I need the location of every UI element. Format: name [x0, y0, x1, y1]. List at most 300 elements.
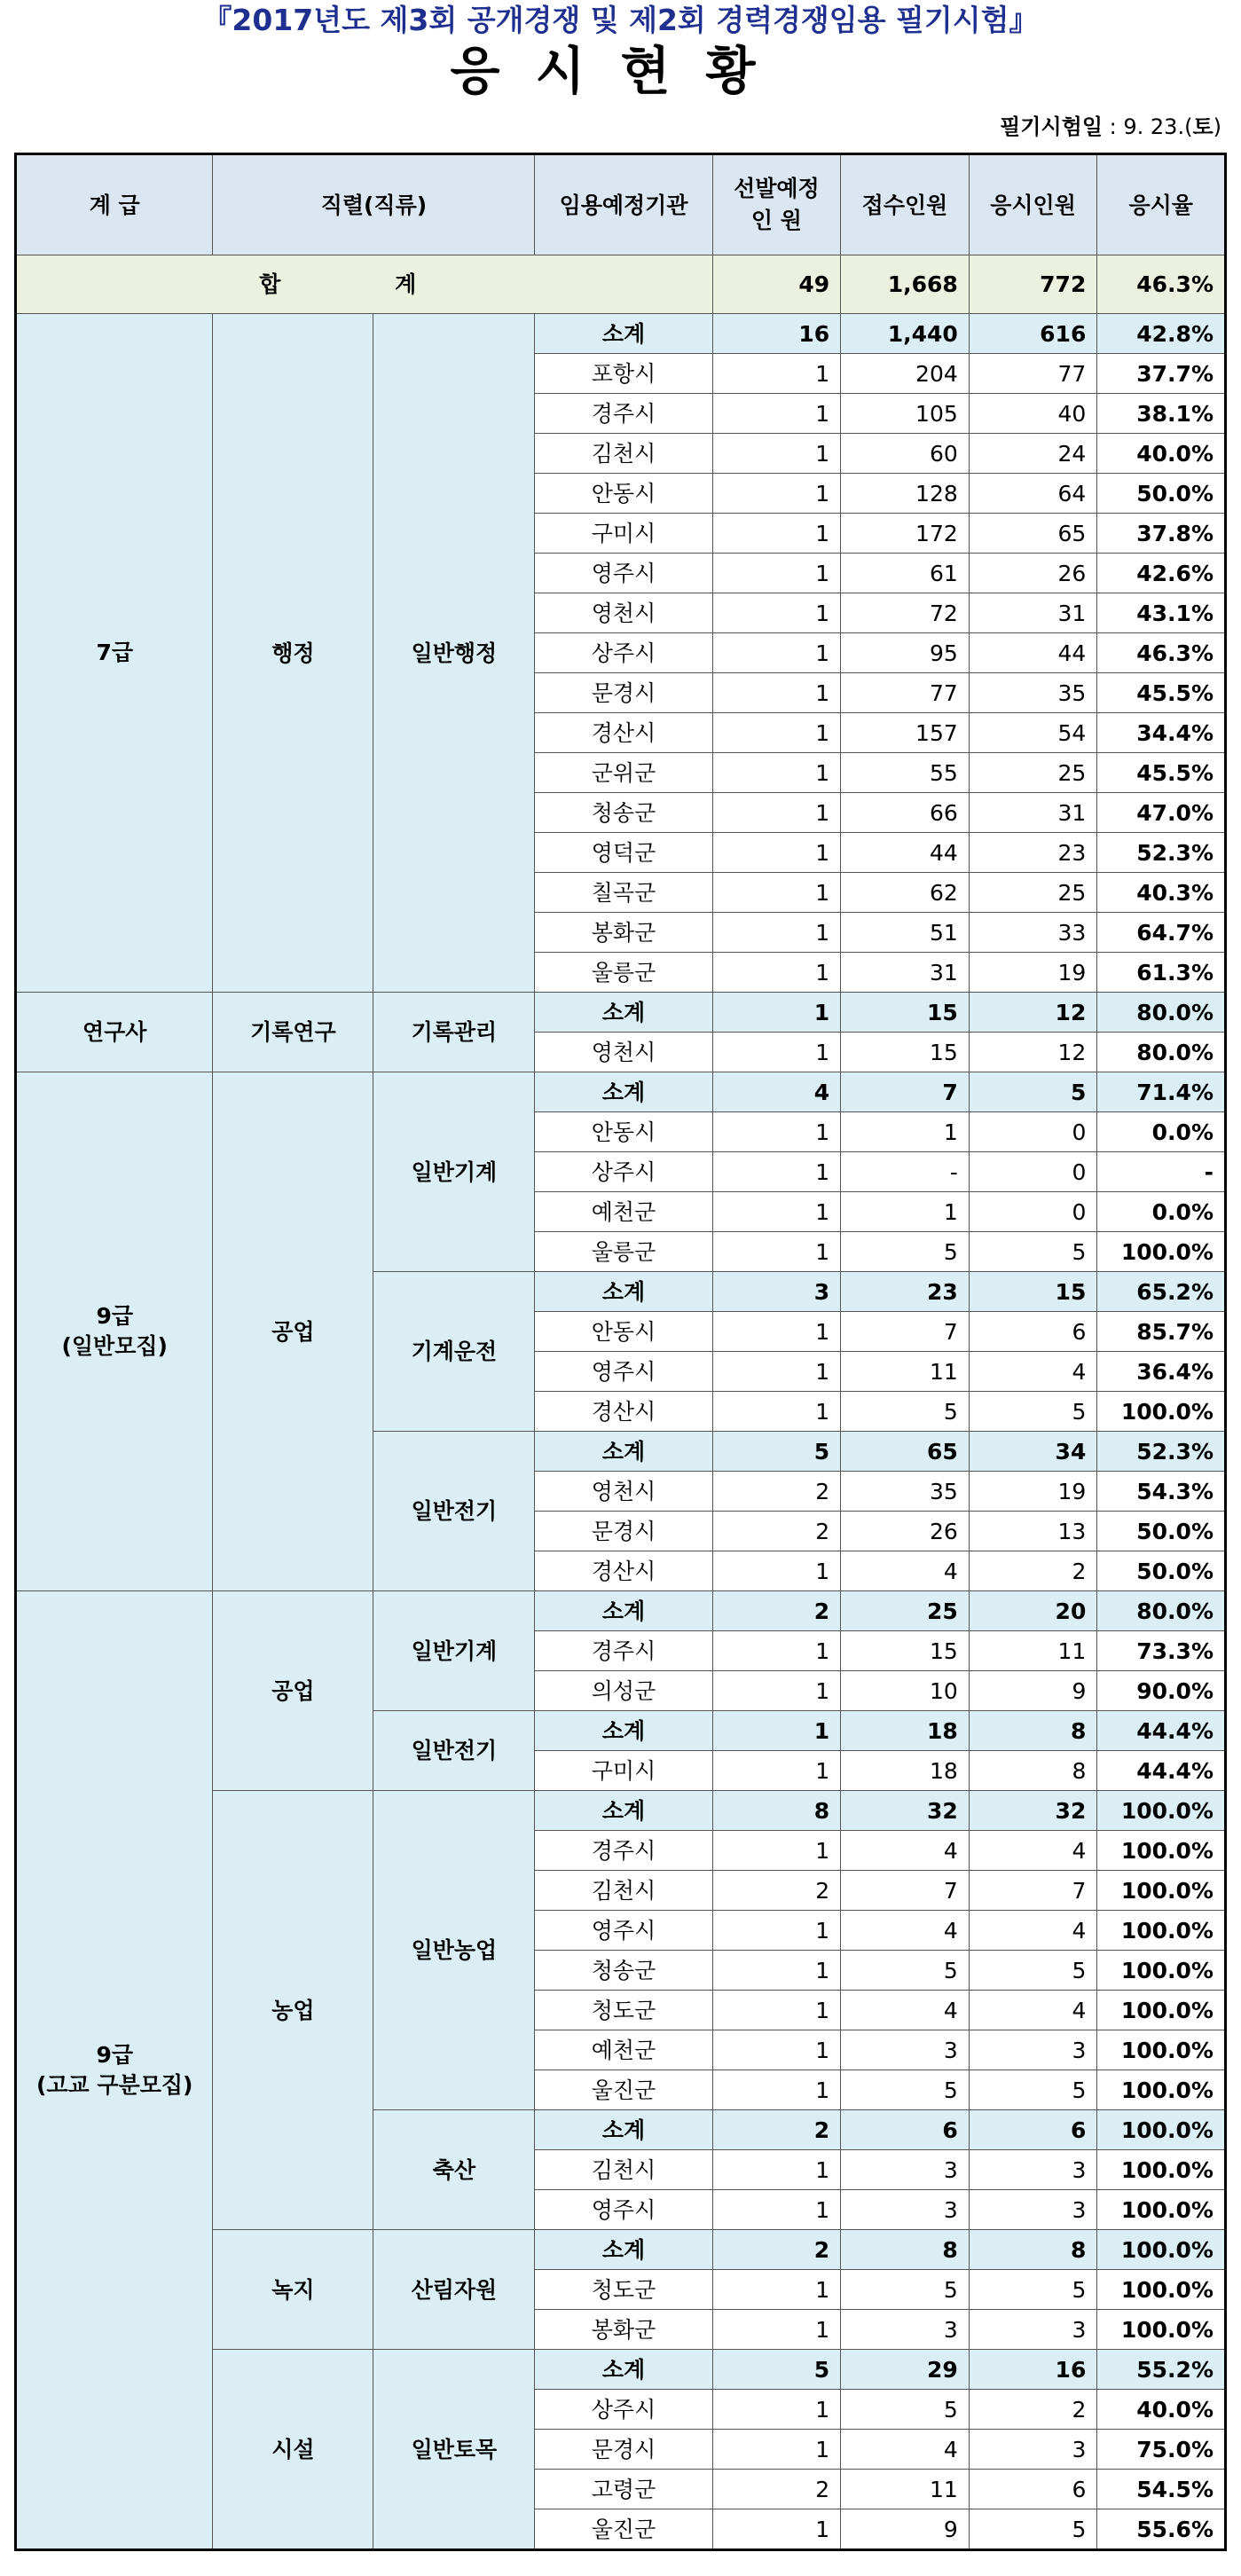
received-cell: 7: [841, 1871, 970, 1911]
planned-cell: 1: [712, 2030, 841, 2070]
planned-cell: 1: [712, 1671, 841, 1711]
received-cell: 204: [841, 354, 970, 394]
planned-cell: 3: [712, 1272, 841, 1312]
received-cell: 32: [841, 1791, 970, 1831]
received-cell: 51: [841, 913, 970, 953]
agency-cell: 소계: [535, 1791, 712, 1831]
rate-cell: 100.0%: [1097, 2030, 1226, 2070]
rate-cell: 46.3%: [1097, 633, 1226, 673]
received-cell: 23: [841, 1272, 970, 1312]
agency-cell: 소계: [535, 1711, 712, 1751]
rate-cell: 55.6%: [1097, 2509, 1226, 2550]
rate-cell: 52.3%: [1097, 1432, 1226, 1472]
agency-cell: 경산시: [535, 713, 712, 753]
grade-cell: 7급: [16, 314, 213, 993]
received-cell: 7: [841, 1072, 970, 1112]
received-cell: 4: [841, 1911, 970, 1951]
rate-cell: -: [1097, 1152, 1226, 1192]
rate-cell: 50.0%: [1097, 1551, 1226, 1591]
received-cell: 1: [841, 1112, 970, 1152]
series-cell: 기록연구: [213, 993, 373, 1072]
planned-cell: 2: [712, 2230, 841, 2270]
subseries-cell: 일반기계: [373, 1591, 535, 1711]
received-cell: 29: [841, 2350, 970, 2390]
received-cell: 62: [841, 873, 970, 913]
total-label: 합 계: [16, 255, 713, 314]
applied-cell: 5: [969, 1232, 1097, 1272]
received-cell: 4: [841, 1991, 970, 2030]
applied-cell: 6: [969, 1312, 1097, 1352]
rate-cell: 45.5%: [1097, 753, 1226, 793]
planned-cell: 1: [712, 474, 841, 514]
rate-cell: 45.5%: [1097, 673, 1226, 713]
received-cell: 15: [841, 993, 970, 1033]
received-cell: 60: [841, 434, 970, 474]
received-cell: 157: [841, 713, 970, 753]
exam-date-value: : 9. 23.(: [1103, 114, 1193, 139]
series-cell: 시설: [213, 2350, 373, 2550]
applied-cell: 65: [969, 514, 1097, 554]
applied-cell: 4: [969, 1911, 1097, 1951]
grade-cell: 9급 (고교 구분모집): [16, 1591, 213, 2550]
received-cell: 7: [841, 1312, 970, 1352]
agency-cell: 영천시: [535, 1472, 712, 1512]
applied-cell: 25: [969, 873, 1097, 913]
rate-cell: 0.0%: [1097, 1112, 1226, 1152]
rate-cell: 100.0%: [1097, 1991, 1226, 2030]
agency-cell: 안동시: [535, 1312, 712, 1352]
agency-cell: 청송군: [535, 1951, 712, 1991]
applied-cell: 11: [969, 1631, 1097, 1671]
planned-cell: 1: [712, 673, 841, 713]
rate-cell: 100.0%: [1097, 2230, 1226, 2270]
agency-cell: 안동시: [535, 474, 712, 514]
series-cell: 녹지: [213, 2230, 373, 2350]
received-cell: 35: [841, 1472, 970, 1512]
rate-cell: 37.7%: [1097, 354, 1226, 394]
rate-cell: 0.0%: [1097, 1192, 1226, 1232]
rate-cell: 54.5%: [1097, 2470, 1226, 2509]
exam-date-weekday: 토: [1192, 114, 1214, 139]
rate-cell: 50.0%: [1097, 1512, 1226, 1551]
rate-cell: 65.2%: [1097, 1272, 1226, 1312]
rate-cell: 42.6%: [1097, 554, 1226, 593]
planned-cell: 2: [712, 1591, 841, 1631]
planned-cell: 1: [712, 1911, 841, 1951]
received-cell: 105: [841, 394, 970, 434]
planned-cell: 1: [712, 2150, 841, 2190]
agency-cell: 봉화군: [535, 2310, 712, 2350]
agency-cell: 김천시: [535, 434, 712, 474]
applied-cell: 8: [969, 1751, 1097, 1791]
exam-date-label: 필기시험일: [1000, 114, 1104, 139]
agency-cell: 상주시: [535, 2390, 712, 2430]
col-header-rate: 응시율: [1097, 154, 1226, 255]
subseries-cell: 일반행정: [373, 314, 535, 993]
subseries-cell: 기록관리: [373, 993, 535, 1072]
received-cell: 18: [841, 1751, 970, 1791]
rate-cell: 80.0%: [1097, 1033, 1226, 1072]
applied-cell: 12: [969, 993, 1097, 1033]
received-cell: 4: [841, 1551, 970, 1591]
planned-cell: 1: [712, 2190, 841, 2230]
col-header-grade: 계 급: [16, 154, 213, 255]
agency-cell: 영주시: [535, 2190, 712, 2230]
planned-cell: 1: [712, 2390, 841, 2430]
rate-cell: 100.0%: [1097, 1232, 1226, 1272]
total-planned: 49: [712, 255, 841, 314]
received-cell: 128: [841, 474, 970, 514]
applied-cell: 23: [969, 833, 1097, 873]
planned-cell: 5: [712, 1432, 841, 1472]
col-header-planned: 선발예정 인 원: [712, 154, 841, 255]
agency-cell: 소계: [535, 993, 712, 1033]
planned-cell: 1: [712, 1033, 841, 1072]
grade-cell: 연구사: [16, 993, 213, 1072]
applied-cell: 8: [969, 1711, 1097, 1751]
applied-cell: 5: [969, 2509, 1097, 2550]
applied-cell: 6: [969, 2110, 1097, 2150]
series-cell: 공업: [213, 1072, 373, 1591]
planned-cell: 1: [712, 993, 841, 1033]
agency-cell: 안동시: [535, 1112, 712, 1152]
rate-cell: 100.0%: [1097, 1951, 1226, 1991]
applied-cell: 5: [969, 1072, 1097, 1112]
applied-cell: 77: [969, 354, 1097, 394]
agency-cell: 칠곡군: [535, 873, 712, 913]
planned-cell: 8: [712, 1791, 841, 1831]
planned-cell: 1: [712, 2430, 841, 2470]
rate-cell: 47.0%: [1097, 793, 1226, 833]
applied-cell: 31: [969, 593, 1097, 633]
applied-cell: 19: [969, 1472, 1097, 1512]
applied-cell: 12: [969, 1033, 1097, 1072]
exam-date-close: ): [1213, 114, 1221, 139]
applied-cell: 44: [969, 633, 1097, 673]
rate-cell: 34.4%: [1097, 713, 1226, 753]
planned-cell: 1: [712, 1392, 841, 1432]
rate-cell: 44.4%: [1097, 1711, 1226, 1751]
agency-cell: 문경시: [535, 1512, 712, 1551]
planned-cell: 1: [712, 1751, 841, 1791]
table-body: [16, 255, 1226, 2550]
rate-cell: 85.7%: [1097, 1312, 1226, 1352]
applied-cell: 16: [969, 2350, 1097, 2390]
rate-cell: 44.4%: [1097, 1751, 1226, 1791]
received-cell: 3: [841, 2190, 970, 2230]
planned-cell: 1: [712, 1711, 841, 1751]
agency-cell: 상주시: [535, 1152, 712, 1192]
received-cell: 55: [841, 753, 970, 793]
series-cell: 공업: [213, 1591, 373, 1791]
received-cell: 6: [841, 2110, 970, 2150]
rate-cell: 100.0%: [1097, 1831, 1226, 1871]
rate-cell: 80.0%: [1097, 993, 1226, 1033]
applied-cell: 0: [969, 1112, 1097, 1152]
subtotal-row: [16, 1072, 1226, 1112]
applied-cell: 4: [969, 1352, 1097, 1392]
received-cell: 26: [841, 1512, 970, 1551]
agency-cell: 경산시: [535, 1551, 712, 1591]
agency-cell: 구미시: [535, 514, 712, 554]
planned-cell: 1: [712, 913, 841, 953]
rate-cell: 42.8%: [1097, 314, 1226, 354]
received-cell: 5: [841, 2390, 970, 2430]
agency-cell: 청송군: [535, 793, 712, 833]
applied-cell: 20: [969, 1591, 1097, 1631]
subseries-cell: 일반전기: [373, 1432, 535, 1591]
received-cell: 5: [841, 1392, 970, 1432]
agency-cell: 경주시: [535, 1831, 712, 1871]
applied-cell: 2: [969, 1551, 1097, 1591]
agency-cell: 김천시: [535, 2150, 712, 2190]
received-cell: 4: [841, 2430, 970, 2470]
applied-cell: 54: [969, 713, 1097, 753]
subseries-cell: 일반기계: [373, 1072, 535, 1272]
applied-cell: 26: [969, 554, 1097, 593]
rate-cell: 40.0%: [1097, 2390, 1226, 2430]
subseries-cell: 기계운전: [373, 1272, 535, 1432]
rate-cell: 100.0%: [1097, 2070, 1226, 2110]
planned-cell: 1: [712, 2310, 841, 2350]
received-cell: 66: [841, 793, 970, 833]
agency-cell: 문경시: [535, 2430, 712, 2470]
applied-cell: 9: [969, 1671, 1097, 1711]
planned-cell: 1: [712, 2070, 841, 2110]
received-cell: 1,440: [841, 314, 970, 354]
subtotal-row: [16, 993, 1226, 1033]
received-cell: 65: [841, 1432, 970, 1472]
rate-cell: 80.0%: [1097, 1591, 1226, 1631]
rate-cell: 71.4%: [1097, 1072, 1226, 1112]
agency-cell: 소계: [535, 1591, 712, 1631]
planned-cell: 1: [712, 1631, 841, 1671]
applied-cell: 6: [969, 2470, 1097, 2509]
grade-cell: 9급 (일반모집): [16, 1072, 213, 1591]
applied-cell: 0: [969, 1192, 1097, 1232]
received-cell: 4: [841, 1831, 970, 1871]
agency-cell: 영주시: [535, 1911, 712, 1951]
planned-cell: 1: [712, 514, 841, 554]
planned-cell: 1: [712, 1991, 841, 2030]
planned-cell: 2: [712, 1472, 841, 1512]
rate-cell: 100.0%: [1097, 2270, 1226, 2310]
rate-cell: 38.1%: [1097, 394, 1226, 434]
applied-cell: 0: [969, 1152, 1097, 1192]
rate-cell: 50.0%: [1097, 474, 1226, 514]
applied-cell: 3: [969, 2190, 1097, 2230]
received-cell: 3: [841, 2150, 970, 2190]
applied-cell: 31: [969, 793, 1097, 833]
rate-cell: 75.0%: [1097, 2430, 1226, 2470]
applied-cell: 32: [969, 1791, 1097, 1831]
received-cell: 11: [841, 2470, 970, 2509]
agency-cell: 소계: [535, 2230, 712, 2270]
planned-cell: 1: [712, 1312, 841, 1352]
subseries-cell: 축산: [373, 2110, 535, 2230]
table-header-row: [16, 154, 1226, 255]
applied-cell: 25: [969, 753, 1097, 793]
received-cell: 9: [841, 2509, 970, 2550]
planned-cell: 16: [712, 314, 841, 354]
planned-cell: 1: [712, 2270, 841, 2310]
applied-cell: 13: [969, 1512, 1097, 1551]
agency-cell: 경주시: [535, 394, 712, 434]
agency-cell: 예천군: [535, 2030, 712, 2070]
received-cell: 172: [841, 514, 970, 554]
planned-cell: 1: [712, 434, 841, 474]
col-header-received: 접수인원: [841, 154, 970, 255]
applied-cell: 3: [969, 2310, 1097, 2350]
agency-cell: 의성군: [535, 1671, 712, 1711]
applied-cell: 35: [969, 673, 1097, 713]
received-cell: 1: [841, 1192, 970, 1232]
planned-cell: 1: [712, 554, 841, 593]
rate-cell: 37.8%: [1097, 514, 1226, 554]
received-cell: 10: [841, 1671, 970, 1711]
agency-cell: 소계: [535, 1072, 712, 1112]
applied-cell: 7: [969, 1871, 1097, 1911]
received-cell: 95: [841, 633, 970, 673]
received-cell: 31: [841, 953, 970, 993]
planned-cell: 1: [712, 793, 841, 833]
rate-cell: 64.7%: [1097, 913, 1226, 953]
rate-cell: 43.1%: [1097, 593, 1226, 633]
subtotal-row: [16, 1591, 1226, 1631]
agency-cell: 포항시: [535, 354, 712, 394]
received-cell: -: [841, 1152, 970, 1192]
rate-cell: 73.3%: [1097, 1631, 1226, 1671]
col-header-series: 직렬(직류): [213, 154, 535, 255]
applied-cell: 3: [969, 2150, 1097, 2190]
applied-cell: 5: [969, 2270, 1097, 2310]
planned-cell: 1: [712, 953, 841, 993]
planned-cell: 1: [712, 873, 841, 913]
planned-cell: 1: [712, 1152, 841, 1192]
agency-cell: 구미시: [535, 1751, 712, 1791]
received-cell: 5: [841, 1951, 970, 1991]
agency-cell: 예천군: [535, 1192, 712, 1232]
total-row: [16, 255, 1226, 314]
applied-cell: 2: [969, 2390, 1097, 2430]
rate-cell: 52.3%: [1097, 833, 1226, 873]
agency-cell: 울진군: [535, 2070, 712, 2110]
planned-cell: 1: [712, 593, 841, 633]
received-cell: 5: [841, 1232, 970, 1272]
received-cell: 18: [841, 1711, 970, 1751]
series-cell: 행정: [213, 314, 373, 993]
rate-cell: 100.0%: [1097, 2110, 1226, 2150]
planned-cell: 1: [712, 1232, 841, 1272]
planned-cell: 1: [712, 1352, 841, 1392]
received-cell: 5: [841, 2070, 970, 2110]
received-cell: 44: [841, 833, 970, 873]
agency-cell: 울진군: [535, 2509, 712, 2550]
agency-cell: 청도군: [535, 1991, 712, 2030]
rate-cell: 100.0%: [1097, 2190, 1226, 2230]
agency-cell: 소계: [535, 1272, 712, 1312]
agency-cell: 청도군: [535, 2270, 712, 2310]
agency-cell: 영천시: [535, 593, 712, 633]
applied-cell: 3: [969, 2030, 1097, 2070]
rate-cell: 100.0%: [1097, 1392, 1226, 1432]
planned-cell: 1: [712, 753, 841, 793]
agency-cell: 군위군: [535, 753, 712, 793]
received-cell: 77: [841, 673, 970, 713]
planned-cell: 1: [712, 1831, 841, 1871]
applied-cell: 5: [969, 1392, 1097, 1432]
rate-cell: 55.2%: [1097, 2350, 1226, 2390]
applied-cell: 5: [969, 1951, 1097, 1991]
rate-cell: 90.0%: [1097, 1671, 1226, 1711]
subtotal-row: [16, 314, 1226, 354]
col-header-agency: 임용예정기관: [535, 154, 712, 255]
applied-cell: 33: [969, 913, 1097, 953]
agency-cell: 문경시: [535, 673, 712, 713]
rate-cell: 36.4%: [1097, 1352, 1226, 1392]
planned-cell: 1: [712, 633, 841, 673]
applied-cell: 3: [969, 2430, 1097, 2470]
received-cell: 3: [841, 2030, 970, 2070]
planned-cell: 2: [712, 1871, 841, 1911]
rate-cell: 100.0%: [1097, 2150, 1226, 2190]
subseries-cell: 일반농업: [373, 1791, 535, 2110]
document-title: 『2017년도 제3회 공개경쟁 및 제2회 경력경쟁임용 필기시험』: [202, 3, 1039, 37]
agency-cell: 소계: [535, 314, 712, 354]
rate-cell: 61.3%: [1097, 953, 1226, 993]
received-cell: 3: [841, 2310, 970, 2350]
applied-cell: 15: [969, 1272, 1097, 1312]
received-cell: 15: [841, 1033, 970, 1072]
agency-cell: 경주시: [535, 1631, 712, 1671]
planned-cell: 1: [712, 1951, 841, 1991]
applicant-status-table: [14, 153, 1227, 2551]
series-cell: 농업: [213, 1791, 373, 2230]
agency-cell: 상주시: [535, 633, 712, 673]
rate-cell: 100.0%: [1097, 1911, 1226, 1951]
rate-cell: 100.0%: [1097, 1791, 1226, 1831]
subseries-cell: 일반전기: [373, 1711, 535, 1791]
rate-cell: 40.0%: [1097, 434, 1226, 474]
agency-cell: 소계: [535, 1432, 712, 1472]
planned-cell: 1: [712, 833, 841, 873]
agency-cell: 울릉군: [535, 1232, 712, 1272]
planned-cell: 2: [712, 1512, 841, 1551]
agency-cell: 봉화군: [535, 913, 712, 953]
planned-cell: 2: [712, 2470, 841, 2509]
rate-cell: 54.3%: [1097, 1472, 1226, 1512]
planned-cell: 1: [712, 713, 841, 753]
received-cell: 11: [841, 1352, 970, 1392]
planned-cell: 1: [712, 394, 841, 434]
applied-cell: 5: [969, 2070, 1097, 2110]
applied-cell: 8: [969, 2230, 1097, 2270]
agency-cell: 영주시: [535, 554, 712, 593]
agency-cell: 고령군: [535, 2470, 712, 2509]
received-cell: 61: [841, 554, 970, 593]
planned-cell: 1: [712, 354, 841, 394]
planned-cell: 4: [712, 1072, 841, 1112]
agency-cell: 영덕군: [535, 833, 712, 873]
agency-cell: 영주시: [535, 1352, 712, 1392]
rate-cell: 100.0%: [1097, 2310, 1226, 2350]
planned-cell: 1: [712, 1112, 841, 1152]
agency-cell: 소계: [535, 2350, 712, 2390]
agency-cell: 경산시: [535, 1392, 712, 1432]
document-subtitle: 응시현황: [450, 41, 791, 101]
rate-cell: 40.3%: [1097, 873, 1226, 913]
agency-cell: 영천시: [535, 1033, 712, 1072]
